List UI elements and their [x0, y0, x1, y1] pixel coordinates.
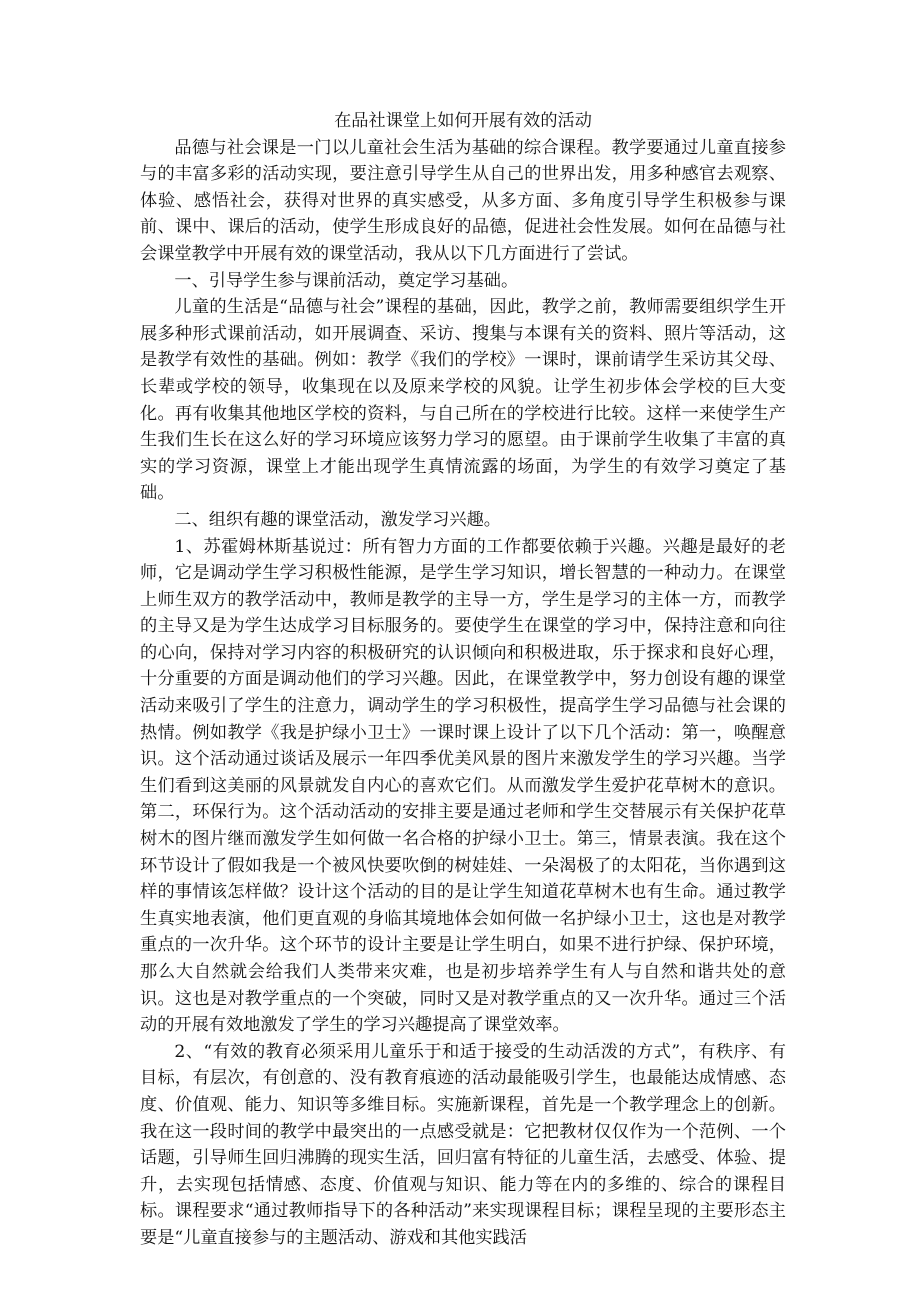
section-2-paragraph-1: 1、苏霍姆林斯基说过：所有智力方面的工作都要依赖于兴趣。兴趣是最好的老师，它是调动学生学习积极性能源，是学生学习知识，增长智慧的一种动力。在课堂上师生双方的教学活动中，教师是教学的主导一方，学生是学习的主体一方，而教学的主导又是为学生达成学习目标服务的。要使学生在课堂的学习中，保持注意和向往的心向，保持对学习内容的积极研究的认识倾向和积极进取，乐于探求和良好心理，十分重要的方面是调动他们的学习兴趣。因此，在课堂教学中，努力创设有趣的课堂活动来吸引了学生的注意力，调动学生的学习积极性，提高学生学习品德与社会课的热情。例如教学《我是护绿小卫士》一课时课上设计了以下几个活动：第一，唤醒意识。这个活动通过谈话及展示一年四季优美风景的图片来激发学生的学习兴趣。当学生们看到这美丽的风景就发自内心的喜欢它们。从而激发学生爱护花草树木的意识。第二，环保行为。这个活动活动的安排主要是通过老师和学生交替展示有关保护花草树木的图片继而激发学生如何做一名合格的护绿小卫士。第三，情景表演。我在这个环节设计了假如我是一个被风快要吹倒的树娃娃、一朵渴极了的太阳花，当你遇到这样的事情该怎样做？设计这个活动的目的是让学生知道花草树木也有生命。通过教学生真实地表演，他们更直观的身临其境地体会如何做一名护绿小卫士，这也是对教学重点的一次升华。这个环节的设计主要是让学生明白，如果不进行护绿、保护环境，那么大自然就会给我们人类带来灾难，也是初步培养学生有人与自然和谐共处的意识。这也是对教学重点的一个突破，同时又是对教学重点的又一次升华。通过三个活动的开展有效地激发了学生的学习兴趣提高了课堂效率。 — [140, 536, 786, 1036]
section-2-paragraph-2: 2、“有效的教育必须采用儿童乐于和适于接受的生动活泼的方式”，有秩序、有目标，有层次，有创意的、没有教育痕迹的活动最能吸引学生，也最能达成情感、态度、价值观、能力、知识等多维目标。实施新课程，首先是一个教学理念上的创新。我在这一段时间的教学中最突出的一点感受就是：它把教材仅仅作为一个范例、一个话题，引导师生回归沸腾的现实生活，回归富有特征的儿童生活，去感受、体验、提升，去实现包括情感、态度、价值观与知识、能力等在内的多维的、综合的课程目标。课程要求“通过教师指导下的各种活动”来实现课程目标；课程呈现的主要形态主要是“儿童直接参与的主题活动、游戏和其他实践活 — [140, 1041, 786, 1248]
document-title: 在品社课堂上如何开展有效的活动 — [334, 111, 592, 131]
section-heading-1: 一、引导学生参与课前活动，奠定学习基础。 — [174, 270, 519, 291]
section-1-paragraph: 儿童的生活是“品德与社会”课程的基础，因此，教学之前，教师需要组织学生开展多种形式课前活动，如开展调查、采访、搜集与本课有关的资料、照片等活动，这是教学有效性的基础。例如：教学《我们的学校》一课时，课前请学生采访其父母、长辈或学校的领导，收集现在以及原来学校的风貌。让学生初步体会学校的巨大变化。再有收集其他地区学校的资料，与自己所在的学校进行比较。这样一来使学生产生我们生长在这么好的学习环境应该努力学习的愿望。由于课前学生收集了丰富的真实的学习资源，课堂上才能出现学生真情流露的场面，为学生的有效学习奠定了基础。 — [140, 297, 786, 504]
intro-paragraph: 品德与社会课是一门以儿童社会生活为基础的综合课程。教学要通过儿童直接参与的丰富多彩的活动实现，要注意引导学生从自己的世界出发，用多种感官去观察、体验、感悟社会，获得对世界的真实感受，从多方面、多角度引导学生积极参与课前、课中、课后的活动，使学生形成良好的品德，促进社会性发展。如何在品德与社会课堂教学中开展有效的课堂活动，我从以下几方面进行了尝试。 — [140, 137, 786, 264]
document-page — [140, 108, 786, 1252]
section-heading-2: 二、组织有趣的课堂活动，激发学习兴趣。 — [174, 509, 501, 530]
